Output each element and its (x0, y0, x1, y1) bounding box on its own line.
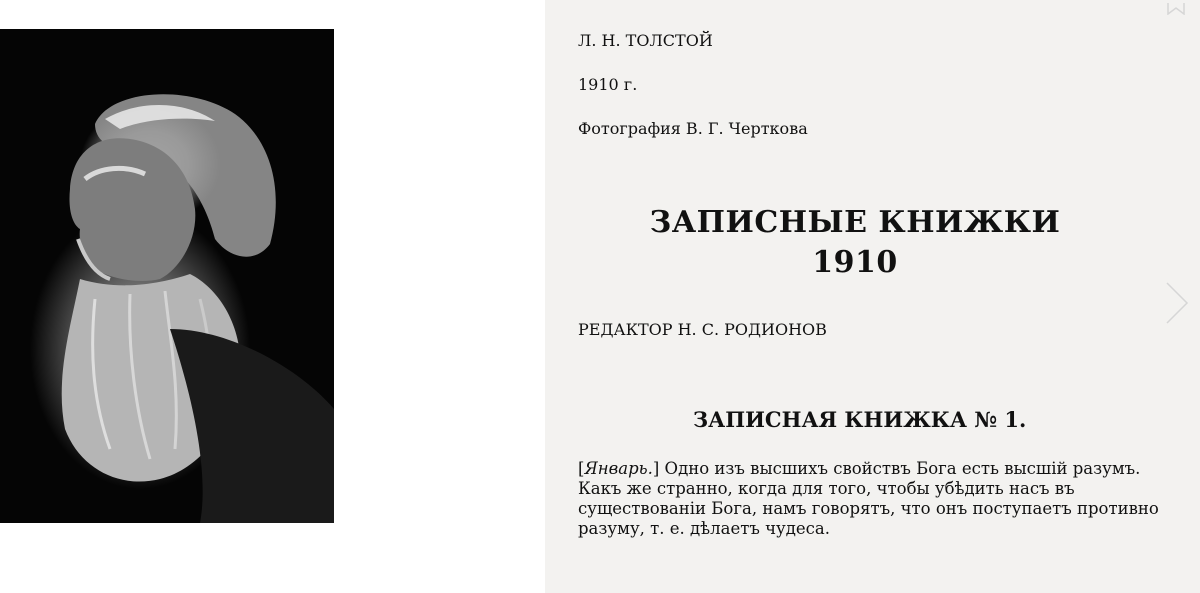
paragraph-date: Январь. (584, 459, 653, 478)
paragraph-text: ] Одно изъ высшихъ свойствъ Бога есть высшій разумъ. Какъ же странно, когда для того, чтобы убѣдить насъ въ существованіи Бога, намъ говорятъ, что онъ поступаетъ противно разуму, т. е. дѣлаетъ чудеса. (578, 459, 1159, 538)
body-paragraph (578, 459, 1178, 539)
book-title-line1: ЗАПИСНЫЕ КНИЖКИ (649, 205, 1061, 240)
book-title (545, 203, 1165, 283)
author-photo (0, 29, 334, 523)
left-page (0, 0, 545, 593)
paragraph-bracket: [ (578, 459, 585, 478)
bookmark-icon[interactable] (1166, 0, 1186, 12)
author-name: Л. Н. ТОЛСТОЙ (578, 31, 713, 50)
photo-credit: Фотография В. Г. Черткова (578, 119, 808, 138)
section-heading: ЗАПИСНАЯ КНИЖКА № 1. (693, 407, 1027, 432)
editor-credit: РЕДАКТОР Н. С. РОДИОНОВ (578, 320, 827, 339)
book-title-line2: 1910 (812, 245, 898, 280)
chevron-right-icon[interactable] (1164, 281, 1190, 325)
right-page (545, 0, 1200, 593)
publication-year: 1910 г. (578, 75, 638, 94)
portrait-illustration (0, 29, 334, 523)
